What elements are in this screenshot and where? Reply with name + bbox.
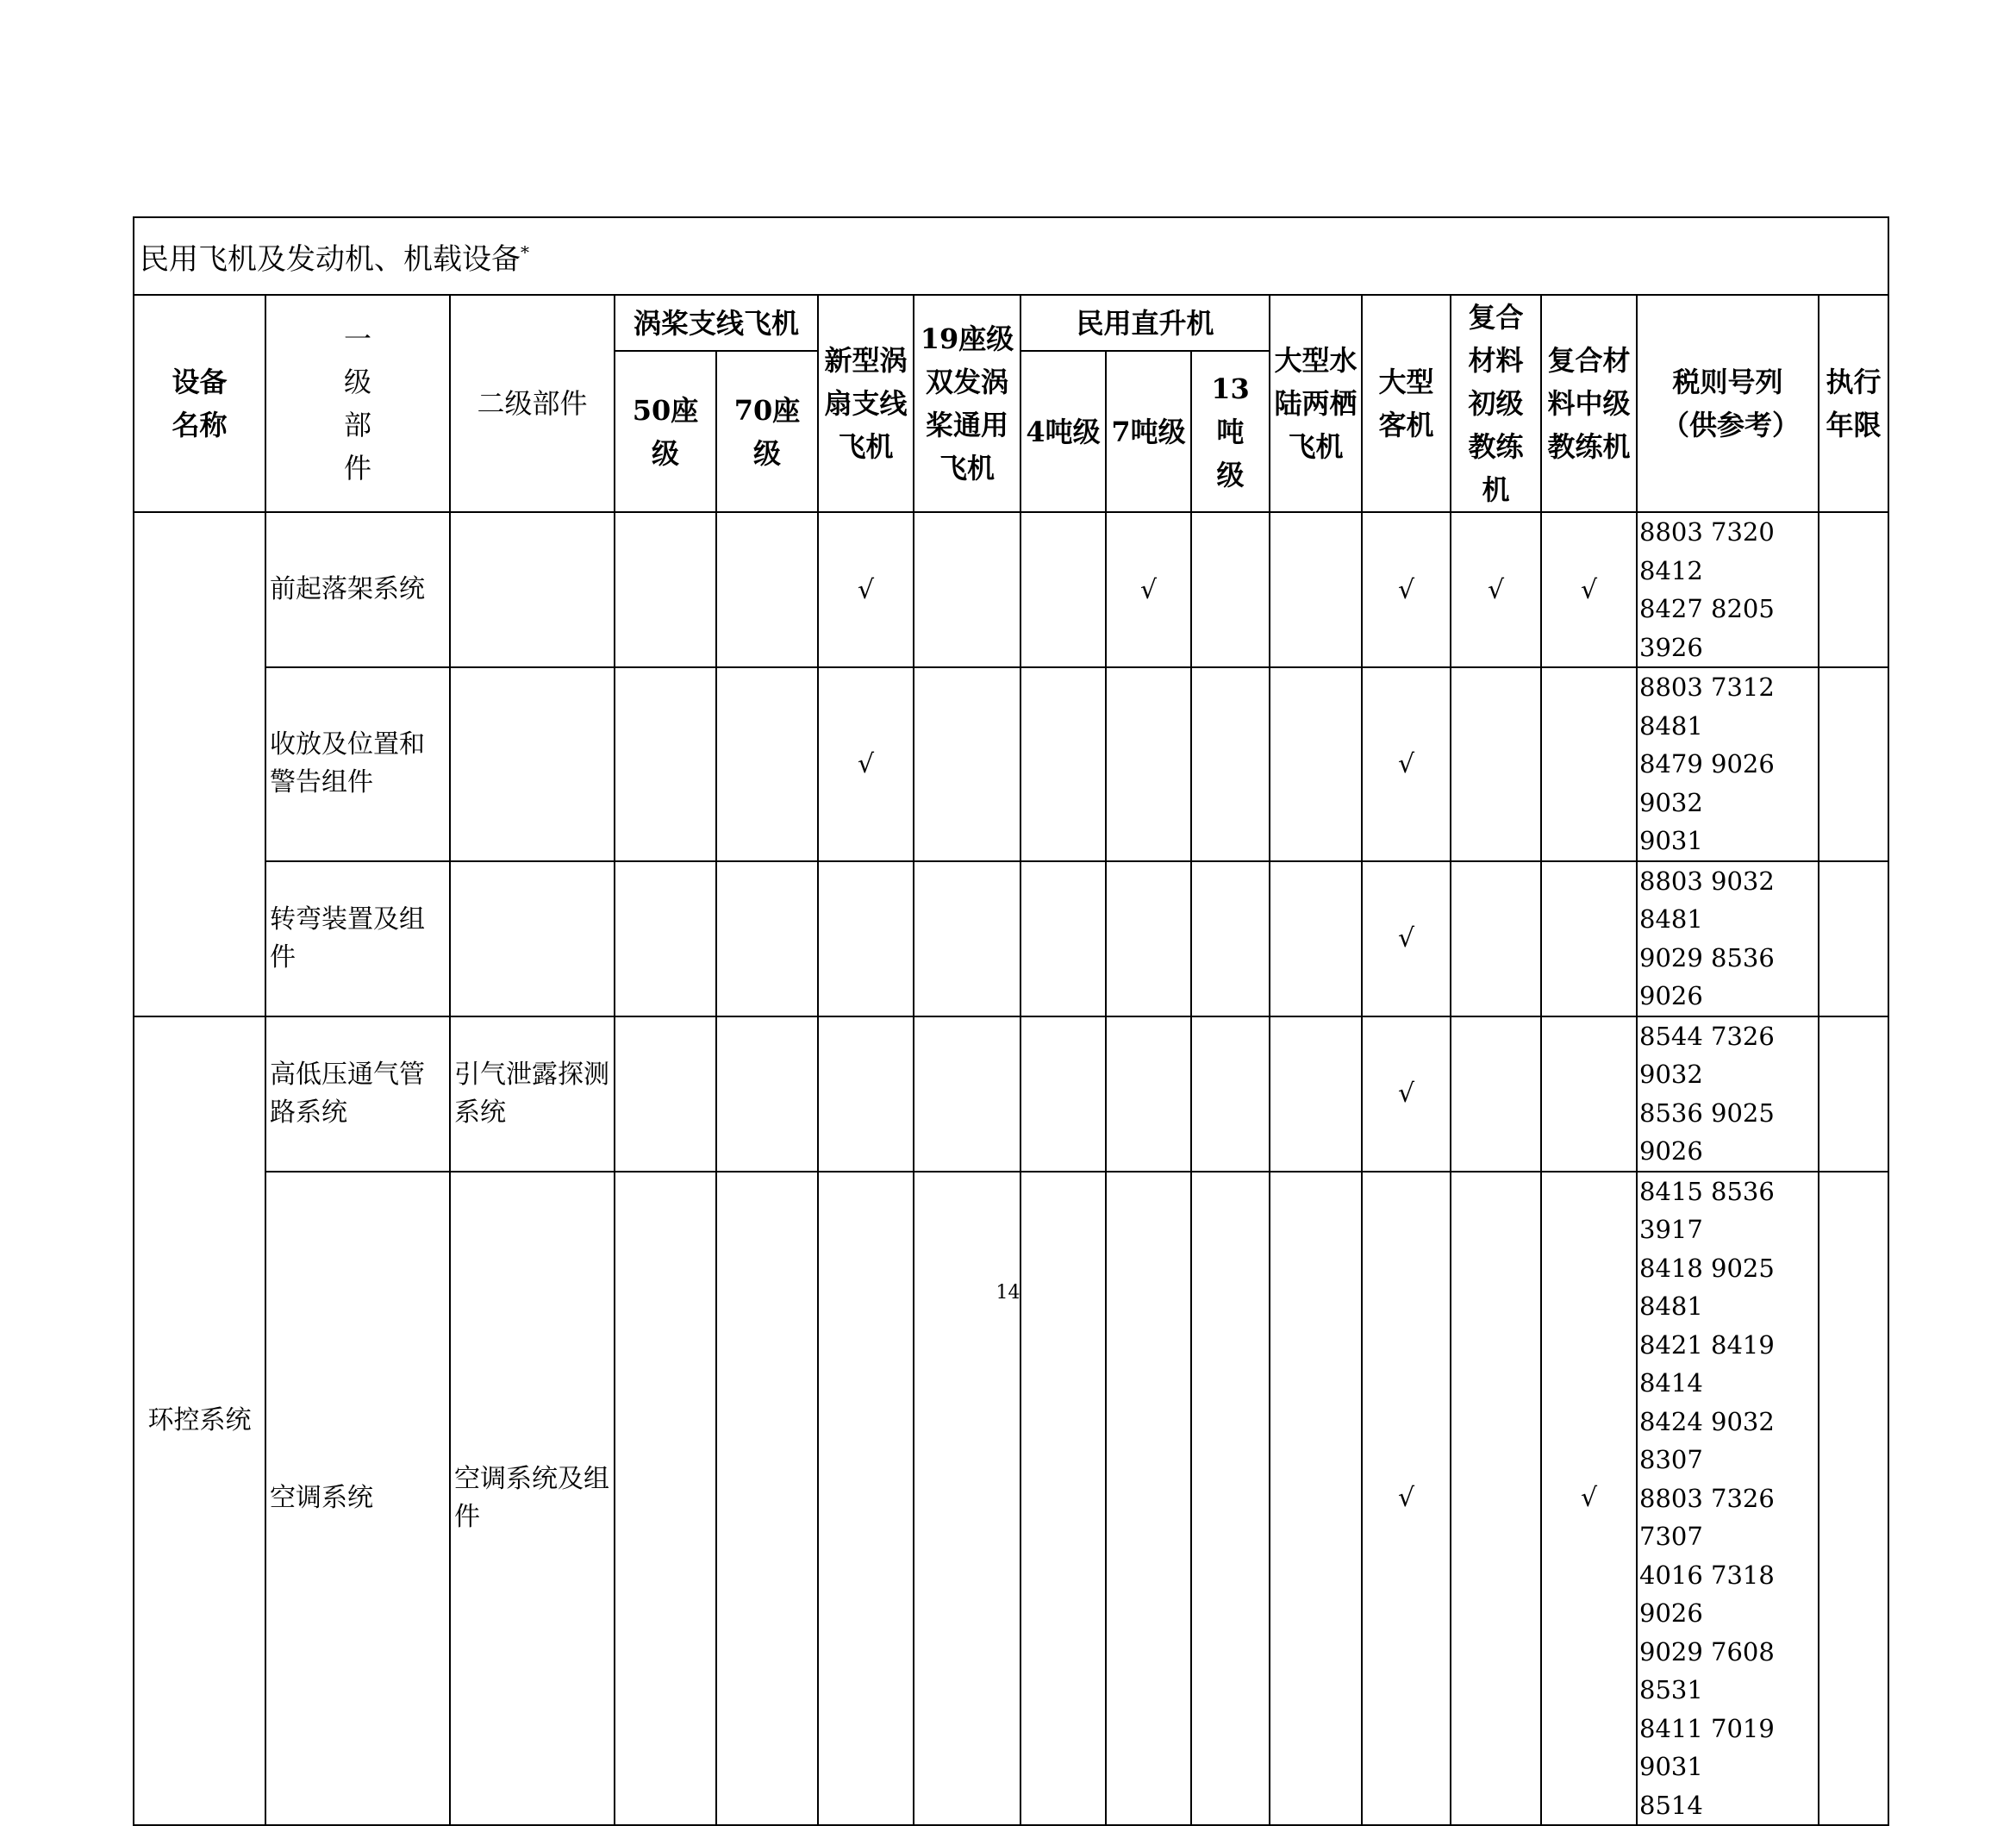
cell-turbofan — [818, 861, 914, 1016]
cell-heli-7 — [1106, 1016, 1191, 1172]
cell-amphibian — [1270, 1016, 1362, 1172]
level1-cell: 高低压通气管路系统 — [265, 1016, 450, 1172]
cell-amphibian — [1270, 1172, 1362, 1826]
cell-amphibian — [1270, 512, 1362, 667]
title-asterisk: * — [521, 241, 529, 263]
check-mark: √ — [1451, 512, 1541, 667]
check-mark: √ — [818, 667, 914, 861]
cell-period — [1819, 861, 1888, 1016]
header-twin-19: 19座级双发涡桨通用飞机 — [914, 295, 1020, 512]
tariff-codes: 8803 9032 8481 9029 8536 9026 — [1637, 861, 1819, 1016]
cell-turboprop-50 — [615, 861, 716, 1016]
cell-heli-7 — [1106, 1172, 1191, 1826]
check-mark: √ — [1541, 512, 1637, 667]
cell-turboprop-50 — [615, 1016, 716, 1172]
cell-period — [1819, 1016, 1888, 1172]
cell-heli-13 — [1191, 1016, 1270, 1172]
header-turbofan: 新型涡扇支线飞机 — [818, 295, 914, 512]
tariff-codes: 8544 7326 9032 8536 9025 9026 — [1637, 1016, 1819, 1172]
cell-amphibian — [1270, 667, 1362, 861]
level2-cell — [450, 667, 615, 861]
cell-trainer-intermediate — [1541, 861, 1637, 1016]
check-mark: √ — [1362, 667, 1451, 861]
cell-heli-4 — [1020, 1172, 1106, 1826]
level1-cell: 空调系统 — [265, 1172, 450, 1826]
header-turboprop-70: 70座级 — [716, 351, 818, 512]
cell-heli-13 — [1191, 1172, 1270, 1826]
cell-twin-19 — [914, 512, 1020, 667]
check-mark: √ — [1362, 1172, 1451, 1826]
cell-period — [1819, 1172, 1888, 1826]
check-mark: √ — [1362, 861, 1451, 1016]
header-period: 执行年限 — [1819, 295, 1888, 512]
cell-period — [1819, 512, 1888, 667]
header-level1: 一级部件 — [265, 295, 450, 512]
page-number: 14 — [996, 1282, 1020, 1304]
header-amphibian: 大型水陆两栖飞机 — [1270, 295, 1362, 512]
cell-heli-7 — [1106, 861, 1191, 1016]
cell-turboprop-50 — [615, 1172, 716, 1826]
cell-turbofan — [818, 1016, 914, 1172]
level2-cell: 引气泄露探测系统 — [450, 1016, 615, 1172]
cell-trainer-primary — [1451, 1172, 1541, 1826]
header-heli-13: 13吨级 — [1191, 351, 1270, 512]
check-mark: √ — [1362, 512, 1451, 667]
header-airliner: 大型客机 — [1362, 295, 1451, 512]
header-turboprop-50: 50座级 — [615, 351, 716, 512]
cell-heli-4 — [1020, 667, 1106, 861]
header-trainer-primary: 复合材料初级教练机 — [1451, 295, 1541, 512]
level2-cell: 空调系统及组件 — [450, 1172, 615, 1826]
header-tariff: 税则号列（供参考） — [1637, 295, 1819, 512]
cell-trainer-primary — [1451, 667, 1541, 861]
cell-turboprop-70 — [716, 512, 818, 667]
cell-twin-19 — [914, 667, 1020, 861]
header-heli-7: 7吨级 — [1106, 351, 1191, 512]
check-mark: √ — [818, 512, 914, 667]
cell-heli-13 — [1191, 667, 1270, 861]
cell-twin-19 — [914, 1016, 1020, 1172]
check-mark: √ — [1541, 1172, 1637, 1826]
level1-cell: 转弯装置及组件 — [265, 861, 450, 1016]
check-mark: √ — [1106, 512, 1191, 667]
cell-heli-4 — [1020, 512, 1106, 667]
cell-turboprop-70 — [716, 1016, 818, 1172]
tariff-codes: 8415 8536 3917 8418 9025 8481 8421 8419 8414 8424 9032 8307 8803 7326 7307 4016 7318 9026 9029 7608 8531 8411 7019 9031 8514 — [1637, 1172, 1819, 1826]
level1-cell: 收放及位置和警告组件 — [265, 667, 450, 861]
cell-twin-19 — [914, 861, 1020, 1016]
check-mark: √ — [1362, 1016, 1451, 1172]
cell-trainer-intermediate — [1541, 667, 1637, 861]
cell-turbofan — [818, 1172, 914, 1826]
cell-turboprop-70 — [716, 667, 818, 861]
cell-turboprop-70 — [716, 861, 818, 1016]
header-heli-4: 4吨级 — [1020, 351, 1106, 512]
cell-turboprop-50 — [615, 667, 716, 861]
header-turboprop-group: 涡桨支线飞机 — [615, 295, 818, 351]
level1-cell: 前起落架系统 — [265, 512, 450, 667]
header-device-name: 设备名称 — [134, 295, 265, 512]
cell-amphibian — [1270, 861, 1362, 1016]
cell-heli-13 — [1191, 512, 1270, 667]
cell-trainer-intermediate — [1541, 1016, 1637, 1172]
table-title-cell — [134, 217, 1888, 295]
cell-period — [1819, 667, 1888, 861]
cell-heli-4 — [1020, 1016, 1106, 1172]
device-cell-empty — [134, 512, 265, 1016]
cell-twin-19 — [914, 1172, 1020, 1826]
cell-turboprop-50 — [615, 512, 716, 667]
cell-trainer-primary — [1451, 1016, 1541, 1172]
cell-heli-4 — [1020, 861, 1106, 1016]
cell-turboprop-70 — [716, 1172, 818, 1826]
cell-heli-13 — [1191, 861, 1270, 1016]
cell-heli-7 — [1106, 667, 1191, 861]
header-heli-group: 民用直升机 — [1020, 295, 1270, 351]
header-level2: 二级部件 — [450, 295, 615, 512]
table-title: 民用飞机及发动机、机载设备 — [140, 241, 521, 277]
level2-cell — [450, 512, 615, 667]
level2-cell — [450, 861, 615, 1016]
header-trainer-intermediate: 复合材料中级教练机 — [1541, 295, 1637, 512]
tariff-codes: 8803 7320 8412 8427 8205 3926 — [1637, 512, 1819, 667]
cell-trainer-primary — [1451, 861, 1541, 1016]
tariff-codes: 8803 7312 8481 8479 9026 9032 9031 — [1637, 667, 1819, 861]
device-cell: 环控系统 — [134, 1016, 265, 1826]
equipment-table — [133, 216, 1889, 1826]
